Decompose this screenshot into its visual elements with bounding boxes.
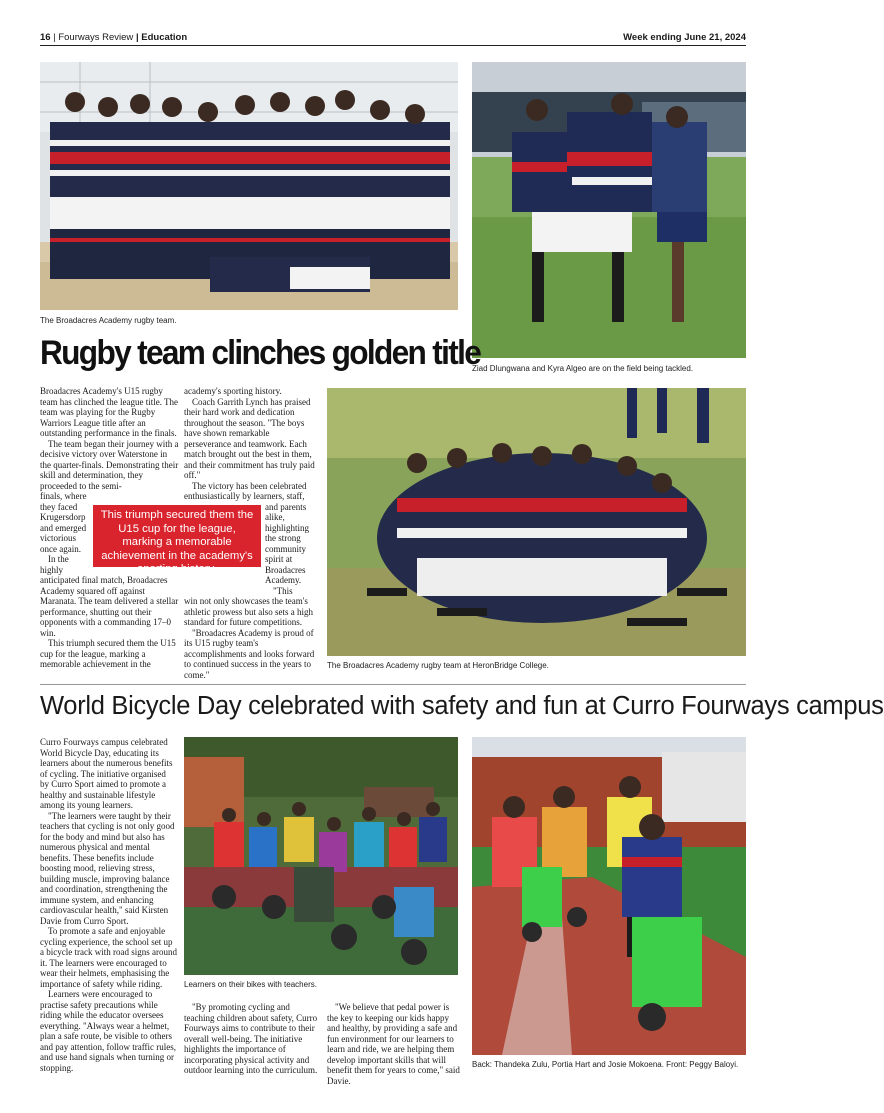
bicycle-col1-para-4: Learners were encouraged to practise safety precautions while riding while the educator oversees everything. "Always wear a helmet, plan a safe route, be visible to others and pay attention, follow traffic rules, and use hand signals when turning or stopping. xyxy=(40,989,177,1073)
bicycle-col1-para-3: To promote a safe and enjoyable cycling experience, the school set up a bicycle track with road signs around it. The learners were encouraged to wear their helmets, emphasising the importance of safety while riding. xyxy=(40,926,177,989)
pull-quote: This triumph secured them the U15 cup for the league, marking a memorable achievement in the academy's sporting history. xyxy=(93,505,261,567)
section-name: Education xyxy=(141,32,188,43)
rugby-col1-para-4: This triumph secured them the U15 cup for the league, marking a memorable achievement in the xyxy=(40,638,176,669)
toy-bikes-photo-caption: Back: Thandeka Zulu, Portia Hart and Josie Mokoena. Front: Peggy Baloyi. xyxy=(472,1060,739,1069)
bicycle-column-3 xyxy=(327,1002,461,1086)
rugby-col2-narrow: and parents alike, highlighting the strong community spirit at Broadacres Academy. "This xyxy=(265,501,310,596)
bicycle-column-1 xyxy=(40,737,177,1073)
team-photo xyxy=(40,62,458,310)
page-folio: 16 | Fourways Review | Education xyxy=(40,32,188,43)
publication-name: Fourways Review xyxy=(58,32,134,43)
rugby-col2-para-5: "Broadacres Academy is proud of its U15 rugby team's accomplishments and looks forward to continued success in the years to come." xyxy=(184,627,315,680)
toy-bikes-photo xyxy=(472,737,746,1055)
issue-date: Week ending June 21, 2024 xyxy=(623,32,746,43)
bikes-photo-caption: Learners on their bikes with teachers. xyxy=(184,980,317,989)
rugby-col2-para-2: Coach Garrith Lynch has praised their hard work and dedication throughout the season. "The boys have shown remarkable perseverance and teamwork. Each match brought out the best in them, and their commitment has truly paid off." xyxy=(184,396,315,480)
bicycle-col2-para-1: "By promoting cycling and teaching children about safety, Curro Fourways aims to contribute to their overall well-being. The initiative highlights the importance of incorporating physical activity and outdoor learning into the curriculum. xyxy=(184,1002,318,1075)
bicycle-col3-para-1: "We believe that pedal power is the key to keeping our kids happy and healthy, by providing a safe and fun environment for our learners to learn and ride, we are helping them develop important skills that will benefit them for years to come," said Davie. xyxy=(327,1002,460,1086)
tackle-photo-caption: Ziad Dlungwana and Kyra Algeo are on the field being tackled. xyxy=(472,364,694,373)
bikes-photo xyxy=(184,737,458,975)
page-header xyxy=(40,32,746,46)
rugby-col1-narrow: finals, where they faced Krugersdorp and emerged victorious once again. In the highly xyxy=(40,491,87,575)
bicycle-col1-para-2: "The learners were taught by their teachers that cycling is not only good for the body and mind but also has numerous physical and mental benefits. These benefits include boosting mood, relieving stress, building muscle, improving balance and coordination, strengthening the immune system, and enhancing cardiovascular health," said Kirsten Davie from Curro Sport. xyxy=(40,810,175,926)
rugby-headline: Rugby team clinches golden title xyxy=(40,334,481,372)
bicycle-col1-para-1: Curro Fourways campus celebrated World Bicycle Day, educating its learners about the numerous benefits of cycling. The initiative organised by Curro Sport aimed to promote a healthy and sustainable lifestyle among its young learners. xyxy=(40,737,173,810)
story-divider xyxy=(40,684,746,685)
rugby-col2-para-3: The victory has been celebrated enthusiastically by learners, staff, xyxy=(184,480,307,501)
huddle-photo-caption: The Broadacres Academy rugby team at HeronBridge College. xyxy=(327,661,549,670)
bicycle-column-2 xyxy=(184,1002,318,1076)
rugby-col1-para-1: Broadacres Academy's U15 rugby team has clinched the league title. The team was playing for the Rugby Warriors League title after an outstanding performance in the finals. xyxy=(40,386,179,438)
rugby-col1-para-2: The team began their journey with a decisive victory over Waterstone in the quarter-finals. Demonstrating their skill and determination, they proceeded to the semi- xyxy=(40,438,179,491)
rugby-col2-para-4: win not only showcases the team's athletic prowess but also sets a high standard for future competitions. xyxy=(184,596,313,627)
page-number: 16 xyxy=(40,32,51,43)
huddle-photo xyxy=(327,388,746,656)
rugby-col2-para-1: academy's sporting history. xyxy=(184,386,282,396)
tackle-photo xyxy=(472,62,746,358)
bicycle-headline: World Bicycle Day celebrated with safety and fun at Curro Fourways campus xyxy=(40,692,884,720)
rugby-col1-para-3: anticipated final match, Broadacres Academy squared off against Maranata. The team delivered a stellar performance, shutting out their opponents with a commanding 17–0 win. xyxy=(40,575,179,638)
team-photo-caption: The Broadacres Academy rugby team. xyxy=(40,316,177,325)
